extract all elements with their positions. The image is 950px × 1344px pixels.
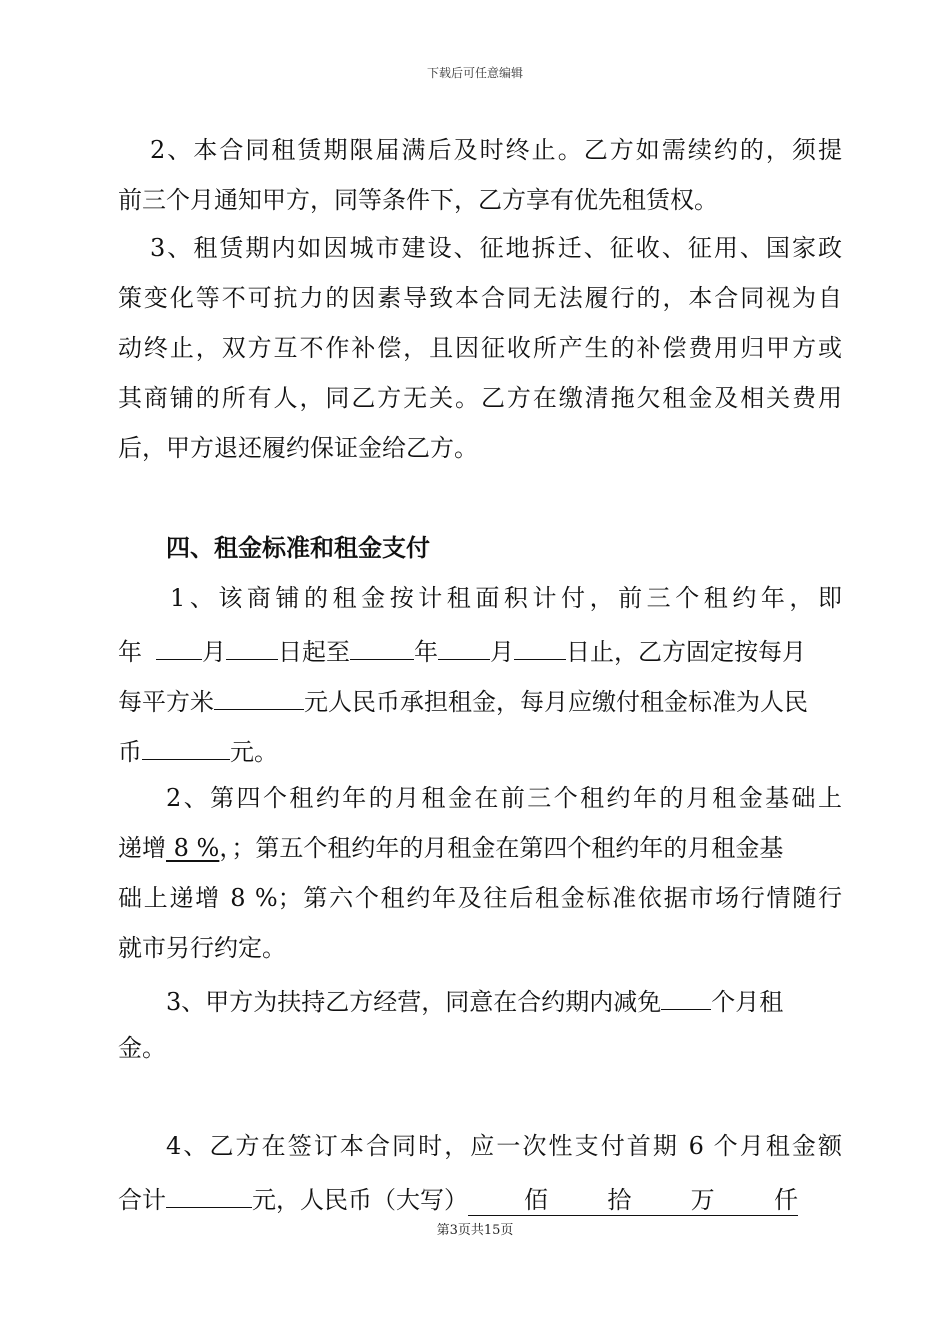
item-4-line-2 — [118, 1181, 842, 1216]
text-rent-standard: 元人民币承担租金，每月应缴付租金标准为人民 — [304, 688, 808, 716]
item-3-line-2: 金。 — [118, 1034, 166, 1062]
clause-3-line-4: 其商铺的所有人，同乙方无关。乙方在缴清拖欠租金及相关费用 — [118, 384, 842, 412]
item-1-line-4 — [118, 733, 842, 767]
text-year: 年 — [118, 638, 142, 666]
increase-rate-year-4: 8 % — [166, 834, 220, 862]
unit-shi: 拾 — [607, 1186, 632, 1214]
page-footer: 第3页共15页 — [436, 1223, 514, 1238]
blank-end-year — [350, 633, 414, 660]
item-2-line-2 — [118, 833, 842, 863]
blank-start-day — [226, 633, 278, 660]
blank-end-day — [514, 633, 566, 660]
text-months-rent: 个月租 — [711, 988, 784, 1016]
blank-total-amount — [166, 1181, 252, 1208]
item-2-line-3: 础上递增 8 %；第六个租约年及往后租金标准依据市场行情随行 — [118, 884, 842, 912]
blank-rent-per-sqm — [214, 683, 304, 710]
text-yuan-capital: 元，人民币（大写） — [252, 1186, 468, 1214]
blank-end-month — [438, 633, 490, 660]
text-yuan: 元。 — [230, 738, 278, 766]
text-total: 合计 — [118, 1186, 166, 1214]
text-year-5-clause: ，；第五个租约年的月租金在第四个租约年的月租金基 — [219, 834, 784, 862]
text-month: 月 — [202, 638, 226, 666]
item-2-line-1: 2、第四个租约年的月租金在前三个租约年的月租金基础上 — [166, 784, 842, 812]
clause-3-line-3: 动终止，双方互不作补偿，且因征收所产生的补偿费用归甲方或 — [118, 334, 842, 362]
page-header: 下载后可任意编辑 — [426, 66, 523, 80]
item-1-line-1: 1、该商铺的租金按计租面积计付，前三个租约年，即 — [170, 584, 842, 612]
unit-qian: 仟 — [773, 1186, 798, 1214]
clause-2-line-1: 2、本合同租赁期限届满后及时终止。乙方如需续约的，须提 — [150, 136, 842, 164]
item-4-line-1: 4、乙方在签订本合同时，应一次性支付首期 6 个月租金额 — [166, 1132, 842, 1160]
unit-wan: 万 — [690, 1186, 715, 1214]
item-3-line-1 — [166, 983, 842, 1017]
text-rent-waiver: 3、甲方为扶持乙方经营，同意在合约期内减免 — [166, 988, 662, 1016]
item-1-line-3 — [118, 683, 842, 717]
text-year-2: 年 — [414, 638, 438, 666]
clause-3-line-1: 3、租赁期内如因城市建设、征地拆迁、征收、征用、国家政 — [150, 234, 842, 262]
clause-2-line-2: 前三个月通知甲方，同等条件下，乙方享有优先租赁权。 — [118, 186, 718, 214]
unit-bai: 佰 — [524, 1186, 548, 1214]
clause-3-line-2: 策变化等不可抗力的因素导致本合同无法履行的，本合同视为自 — [118, 284, 842, 312]
item-1-line-2 — [118, 633, 842, 667]
text-increase: 递增 — [118, 834, 166, 862]
text-currency: 币 — [118, 738, 142, 766]
clause-3-line-5: 后，甲方退还履约保证金给乙方。 — [118, 434, 478, 462]
section-title: 四、租金标准和租金支付 — [166, 533, 430, 562]
blank-amount-in-words — [468, 1185, 798, 1216]
blank-start-month — [156, 633, 202, 660]
text-day-from: 日起至 — [278, 638, 350, 666]
text-month-2: 月 — [490, 638, 514, 666]
text-day-until: 日止，乙方固定按每月 — [566, 638, 806, 666]
blank-waived-months — [661, 983, 711, 1010]
text-per-sqm: 每平方米 — [118, 688, 214, 716]
item-2-line-4: 就市另行约定。 — [118, 934, 286, 962]
blank-monthly-rent — [142, 733, 230, 760]
